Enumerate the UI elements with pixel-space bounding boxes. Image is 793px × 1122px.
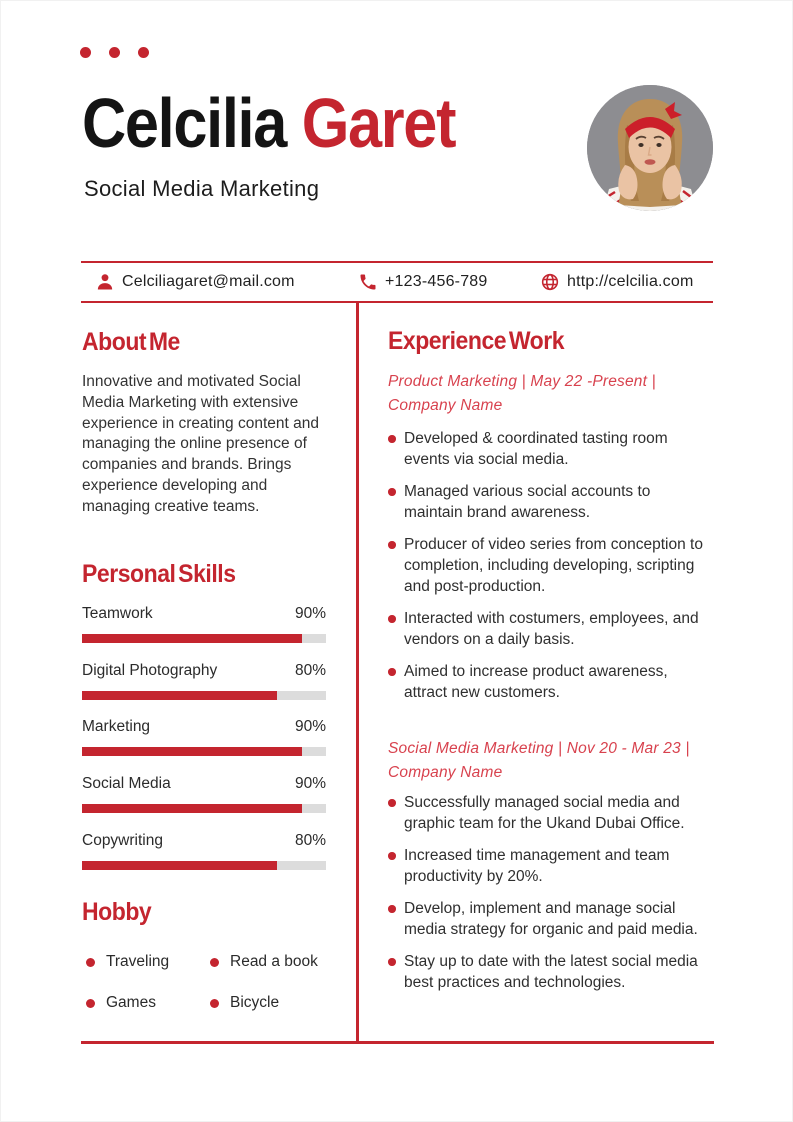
skill-bar-track bbox=[82, 804, 326, 813]
skill-percent: 90% bbox=[294, 718, 326, 735]
bullet-item: Increased time management and team productivity by 20%. bbox=[388, 845, 706, 887]
skill-bar-fill bbox=[82, 691, 277, 700]
bullet-item: Managed various social accounts to maintain brand awareness. bbox=[388, 481, 706, 523]
skill-bar-fill bbox=[82, 634, 302, 643]
skill-bar-fill bbox=[82, 747, 302, 756]
first-name: Celcilia bbox=[82, 84, 286, 162]
bullet-item: Stay up to date with the latest social media best practices and technologies. bbox=[388, 951, 706, 993]
dot-icon bbox=[138, 47, 149, 58]
last-name: Garet bbox=[301, 84, 456, 162]
person-name bbox=[82, 84, 456, 162]
hobby-item bbox=[210, 953, 318, 971]
phone-text: +123-456-789 bbox=[385, 272, 488, 290]
job-title-2: Social Media Marketing | Nov 20 - Mar 23 | Company Name bbox=[388, 740, 690, 781]
about-text: Innovative and motivated Social Media Marketing with extensive experience in creating content and managing the online presence of companies and brands. Brings experience developing and managing creative teams. bbox=[82, 373, 319, 515]
profile-photo bbox=[587, 85, 713, 211]
skill-row bbox=[82, 832, 326, 870]
skill-row bbox=[82, 662, 326, 700]
hobby-label: Traveling bbox=[106, 953, 170, 970]
hobby-label: Games bbox=[106, 994, 156, 1011]
bullet-icon bbox=[210, 999, 219, 1008]
hobby-item bbox=[86, 953, 210, 971]
skill-label: Digital Photography bbox=[82, 662, 218, 679]
bullet-item: Aimed to increase product awareness, attract new customers. bbox=[388, 661, 706, 703]
skill-percent: 90% bbox=[294, 605, 326, 622]
skill-bar-track bbox=[82, 691, 326, 700]
bullet-item: Successfully managed social media and graphic team for the Ukand Dubai Office. bbox=[388, 792, 706, 834]
skill-percent: 80% bbox=[294, 832, 326, 849]
contact-phone[interactable] bbox=[358, 263, 488, 300]
skill-label: Social Media bbox=[82, 775, 171, 792]
globe-icon bbox=[540, 272, 560, 292]
experience-heading: Experience Work bbox=[388, 327, 565, 355]
skill-bar-track bbox=[82, 634, 326, 643]
column-divider bbox=[356, 303, 359, 1042]
skill-bar-fill bbox=[82, 861, 277, 870]
job-title-header: Social Media Marketing bbox=[84, 176, 320, 201]
bullet-item: Producer of video series from conception to completion, including developing, scripting and post-production. bbox=[388, 534, 706, 597]
bullet-icon bbox=[86, 958, 95, 967]
job-title-1: Product Marketing | May 22 -Present | Company Name bbox=[388, 373, 656, 414]
portrait-illustration bbox=[587, 85, 713, 211]
bullet-item: Interacted with costumers, employees, and vendors on a daily basis. bbox=[388, 608, 706, 650]
skill-bar-track bbox=[82, 861, 326, 870]
bullet-icon bbox=[86, 999, 95, 1008]
hobby-list bbox=[86, 953, 318, 1012]
hobby-label: Read a book bbox=[230, 953, 318, 970]
person-icon bbox=[95, 272, 115, 292]
skills-heading: Personal Skills bbox=[82, 560, 236, 588]
skill-bar-track bbox=[82, 747, 326, 756]
email-text: Celciliagaret@mail.com bbox=[122, 272, 295, 290]
hobby-item bbox=[210, 994, 318, 1012]
hobby-label: Bicycle bbox=[230, 994, 280, 1011]
contact-bar bbox=[81, 261, 713, 303]
hobby-item bbox=[86, 994, 210, 1012]
bullet-icon bbox=[210, 958, 219, 967]
bullet-item: Developed & coordinated tasting room events via social media. bbox=[388, 428, 706, 470]
dot-icon bbox=[109, 47, 120, 58]
skill-bar-fill bbox=[82, 804, 302, 813]
job-bullets-1 bbox=[388, 428, 706, 714]
skill-row bbox=[82, 718, 326, 756]
job-bullets-2 bbox=[388, 792, 706, 1004]
skill-row bbox=[82, 775, 326, 813]
bullet-item: Develop, implement and manage social media strategy for organic and paid media. bbox=[388, 898, 706, 940]
skill-label: Teamwork bbox=[82, 605, 153, 622]
hobby-heading: Hobby bbox=[82, 898, 152, 926]
decorative-dots bbox=[80, 47, 149, 58]
skill-percent: 90% bbox=[294, 775, 326, 792]
contact-website[interactable] bbox=[540, 263, 694, 300]
skill-row bbox=[82, 605, 326, 643]
skill-percent: 80% bbox=[294, 662, 326, 679]
skill-label: Copywriting bbox=[82, 832, 163, 849]
skill-label: Marketing bbox=[82, 718, 151, 735]
about-heading: About Me bbox=[82, 328, 180, 356]
website-text: http://celcilia.com bbox=[567, 272, 694, 290]
phone-icon bbox=[358, 272, 378, 292]
dot-icon bbox=[80, 47, 91, 58]
footer-rule bbox=[81, 1041, 714, 1044]
contact-email[interactable] bbox=[95, 263, 295, 300]
